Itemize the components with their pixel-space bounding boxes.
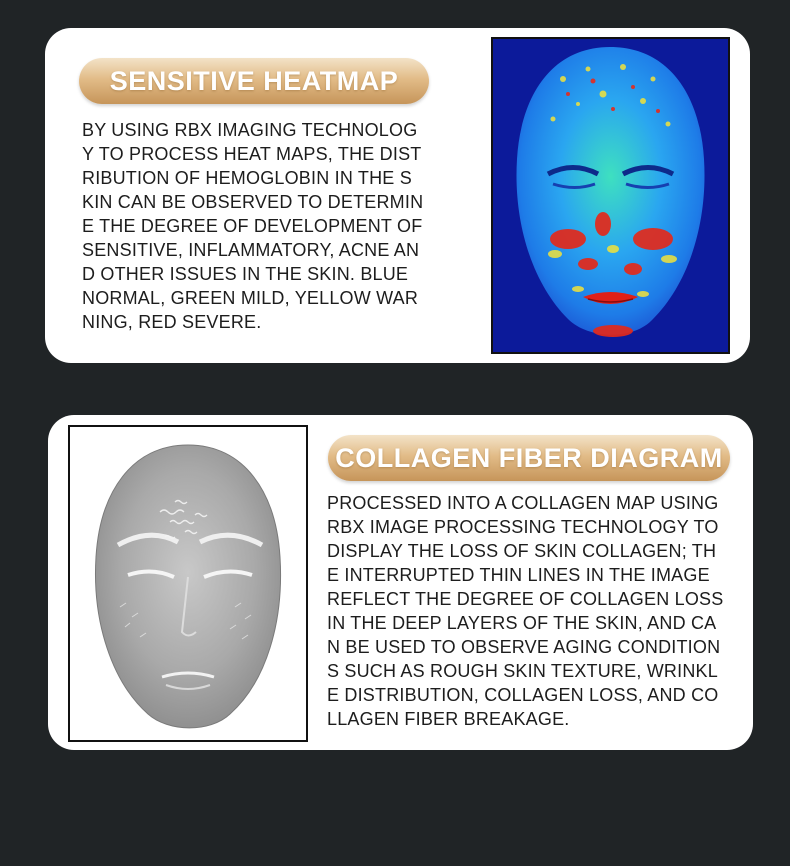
heatmap-description (82, 118, 462, 334)
desc-line: NORMAL, GREEN MILD, YELLOW WAR (82, 288, 419, 308)
desc-line: BY USING RBX IMAGING TECHNOLOG (82, 120, 418, 140)
face-collagen-image (68, 425, 308, 742)
desc-line: IN THE DEEP LAYERS OF THE SKIN, AND CA (327, 613, 717, 633)
desc-line: E INTERRUPTED THIN LINES IN THE IMAGE (327, 565, 710, 585)
desc-line: KIN CAN BE OBSERVED TO DETERMIN (82, 192, 424, 212)
collagen-description (327, 491, 737, 731)
desc-line: Y TO PROCESS HEAT MAPS, THE DIST (82, 144, 422, 164)
desc-line: PROCESSED INTO A COLLAGEN MAP USING (327, 493, 719, 513)
heatmap-title-badge: SENSITIVE HEATMAP (79, 58, 429, 104)
desc-line: E THE DEGREE OF DEVELOPMENT OF (82, 216, 423, 236)
collagen-title-badge: COLLAGEN FIBER DIAGRAM (328, 435, 730, 481)
heatmap-card (45, 28, 750, 363)
face-collagen-graphic (70, 427, 306, 740)
desc-line: SENSITIVE, INFLAMMATORY, ACNE AN (82, 240, 420, 260)
desc-line: LLAGEN FIBER BREAKAGE. (327, 709, 570, 729)
desc-line: RIBUTION OF HEMOGLOBIN IN THE S (82, 168, 412, 188)
desc-line: RBX IMAGE PROCESSING TECHNOLOGY TO (327, 517, 719, 537)
face-heatmap-graphic (493, 39, 728, 352)
desc-line: N BE USED TO OBSERVE AGING CONDITION (327, 637, 721, 657)
desc-line: NING, RED SEVERE. (82, 312, 262, 332)
desc-line: D OTHER ISSUES IN THE SKIN. BLUE (82, 264, 409, 284)
desc-line: REFLECT THE DEGREE OF COLLAGEN LOSS (327, 589, 724, 609)
desc-line: DISPLAY THE LOSS OF SKIN COLLAGEN; TH (327, 541, 717, 561)
desc-line: E DISTRIBUTION, COLLAGEN LOSS, AND CO (327, 685, 719, 705)
desc-line: S SUCH AS ROUGH SKIN TEXTURE, WRINKL (327, 661, 718, 681)
face-heatmap-image (491, 37, 730, 354)
collagen-card (48, 415, 753, 750)
